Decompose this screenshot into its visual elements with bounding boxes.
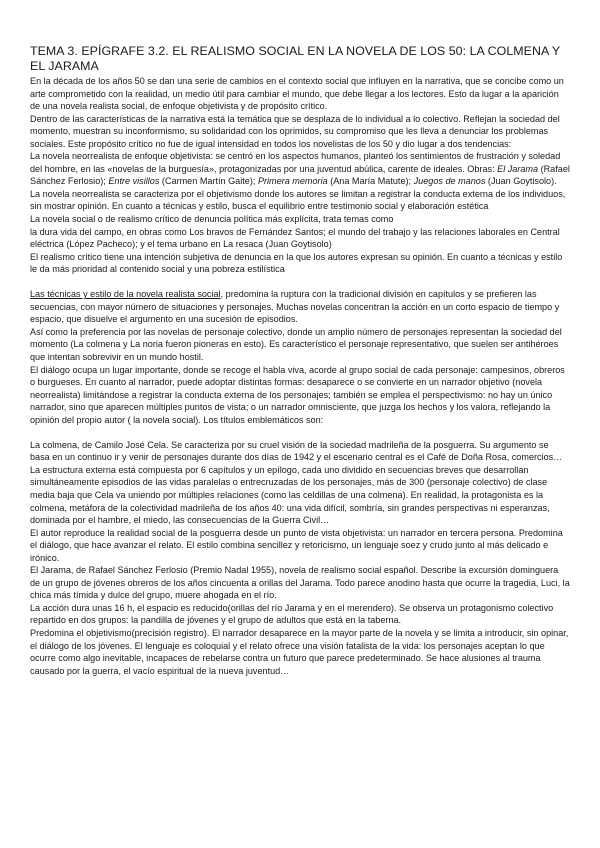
jarama-paragraph-1: El Jarama, de Rafael Sánchez Ferlosio (Premio Nadal 1955), novela de realismo social español. Describe la excursión dominguera de un grupo de jóvenes obreros de los años cincuenta a orillas del Jarama. Todo parece anodino hasta que ocurre la tragedia, Luci, la chica más tímida y dulce del grupo, muere ahogada en el río. xyxy=(30,565,570,601)
dialogo-narrador-paragraph: El diálogo ocupa un lugar importante, donde se recoge el habla viva, acorde al grupo social de cada personaje: campesinos, obreros o burgueses. En cuanto al narrador, puede adoptar distintas formas: desaparece o se convierte en un narrador objetivo (novela neorrealista) limitándose a registrar la conducta externa de los personajes; también se emplea el perspectivismo: no hay un único narrador, sino que aparecen múltiples puntos de vista; o un narrador omnisciente, que juzga los hechos y los valora, reflejando la opinión del propio autor ( la novela social). Los títulos emblemáticos son: xyxy=(30,364,565,425)
intro-paragraph-2: Dentro de las características de la narrativa está la temática que se desplaza de lo individual a lo colectivo. Reflejan la sociedad del momento, muestran su inconformismo, su solidaridad con los oprimidos, su compromiso que les lleva a denunciar los problemas sociales. Este propósito crítico no fue de igual intensidad en todos los novelistas de los 50 y dio lugar a dos tendencias: xyxy=(30,113,560,149)
tendencia-social-line-1: La novela social o de realismo crítico de denuncia política más explícita, trata temas como xyxy=(30,214,394,225)
document-title: TEMA 3. EPÍGRAFE 3.2. EL REALISMO SOCIAL EN LA NOVELA DE LOS 50: LA COLMENA Y EL JARAMA xyxy=(30,44,560,73)
work-title: Primera memoria xyxy=(257,176,328,187)
work-title: Entre visillos xyxy=(108,176,160,187)
text-run: (Ana María Matute); xyxy=(327,176,414,187)
paragraph-gap xyxy=(30,276,570,289)
tecnicas-paragraph xyxy=(30,288,570,326)
tecnicas-heading: Las técnicas y estilo de la novela realista social xyxy=(30,289,221,300)
tendencia-social-description: El realismo crítico tiene una intención subjetiva de denuncia en la que los autores expresan su opinión. En cuanto a técnicas y estilo le da más prioridad al contenido social y una pobreza estilística xyxy=(30,251,563,275)
personaje-colectivo-paragraph: Así como la preferencia por las novelas de personaje colectivo, donde un amplio número de personajes representan la sociedad del momento (La colmena y La noria fueron pioneras en esto). Es característico el personaje representativo, que suelen ser antihéroes que intentan sobrevivir en un mundo hostil. xyxy=(30,326,562,362)
colmena-paragraph-3: El autor reproduce la realidad social de la posguerra desde un punto de vista objetivista: un narrador en tercera persona. Predomina el diálogo, que hace avanzar el relato. El estilo combina sencillez y retoricismo, un lenguaje soez y crudo junto al más delicado e irónico. xyxy=(30,527,563,563)
jarama-paragraph-2: La acción dura unas 16 h, el espacio es reducido(orillas del río Jarama y en el merendero). Se observa un protagonismo colectivo repartido en dos grupos: la pandilla de jóvenes y el grupo de adultos que está en la taberna. xyxy=(30,602,554,626)
text-run: (Carmen Martín Gaite); xyxy=(159,176,258,187)
text-run: , predomina la ruptura con la tradicional división en capítulos y se prefieren las secuencias, con mayor número de situaciones y personajes. Muchas novelas concentran la acción en un corto espacio de tiempo y espacio, que disuelve el argumento en una sucesión de episodios. xyxy=(30,289,560,325)
colmena-paragraph-1: La colmena, de Camilo José Cela. Se caracteriza por su cruel visión de la sociedad madrileña de la posguerra. Su argumento se basa en un continuo ir y venir de personajes durante dos días de 1942 y el escenario central es el Café de Doña Rosa, comercios… xyxy=(30,439,563,463)
work-title: El Jarama xyxy=(497,163,539,174)
text-run: La novela neorrealista de enfoque objetivista: se centró en los aspectos humanos, planteó los sentimientos de frustración y soledad del hombre, en las «novelas de la burguesía», protagonizadas por una juventud abúlica, carente de ideales. Obras: xyxy=(30,151,561,174)
text-run: (Rafael Sánchez Ferlosio); xyxy=(30,163,570,187)
text-run: (Juan Goytisolo). xyxy=(485,176,557,187)
intro-paragraph-1: En la década de los años 50 se dan una serie de cambios en el contexto social que influyen en la narrativa, que se concibe como un arte comprometido con la realidad, un medio útil para cambiar el mundo, que debe llegar a los lectores. Esto da lugar a la aparición de una novela realista social, de enfoque objetivista y de propósito crítico. xyxy=(30,76,564,112)
paragraph-gap xyxy=(30,426,570,439)
jarama-paragraph-3: Predomina el objetivismo(precisión registro). El narrador desaparece en la mayor parte de la novela y se limita a introducir, sin opinar, el diálogo de los jóvenes. El lenguaje es coloquial y el relato ofrece una visión fatalista de la vida: los personajes aceptan lo que ocurre como algo inevitable, incapaces de rebelarse contra un futuro que parece predeterminado. Se hace alusiones al trauma causado por la guerra, el vacío espiritual de la nueva juventud… xyxy=(30,627,569,676)
tendencia-neorrealista-description: La novela neorrealista se caracteriza por el objetivismo donde los autores se limitan a registrar la conducta externa de los individuos, sin mostrar opinión. En cuanto a técnicas y estilo, busca el equilibrio entre testimonio social y elaboración estética xyxy=(30,188,566,212)
tendencia-neorrealista xyxy=(30,150,570,188)
colmena-paragraph-2: La estructura externa está compuesta por 6 capítulos y un epílogo, cada uno dividido en secuencias breves que desarrollan simultáneamente episodios de las vidas paralelas o entrecruzadas de los personajes, más de 300 (personaje colectivo) de clase media baja que Cela va uniendo por múltiples relaciones (como las celdillas de una colmena). En realidad, la protagonista es la colmena, metáfora de la colectividad madrileña de los años 40: una vida difícil, sombría, sin grandes perspectivas ni esperanzas, dominada por el hambre, el miedo, las consecuencias de la Guerra Civil… xyxy=(30,464,550,526)
tendencia-social-line-2: la dura vida del campo, en obras como Los bravos de Fernández Santos; el mundo del trabajo y las relaciones laborales en Central eléctrica (López Pacheco); y el tema urbano en La resaca (Juan Goytisolo) xyxy=(30,226,560,250)
work-title: Juegos de manos xyxy=(413,176,486,187)
